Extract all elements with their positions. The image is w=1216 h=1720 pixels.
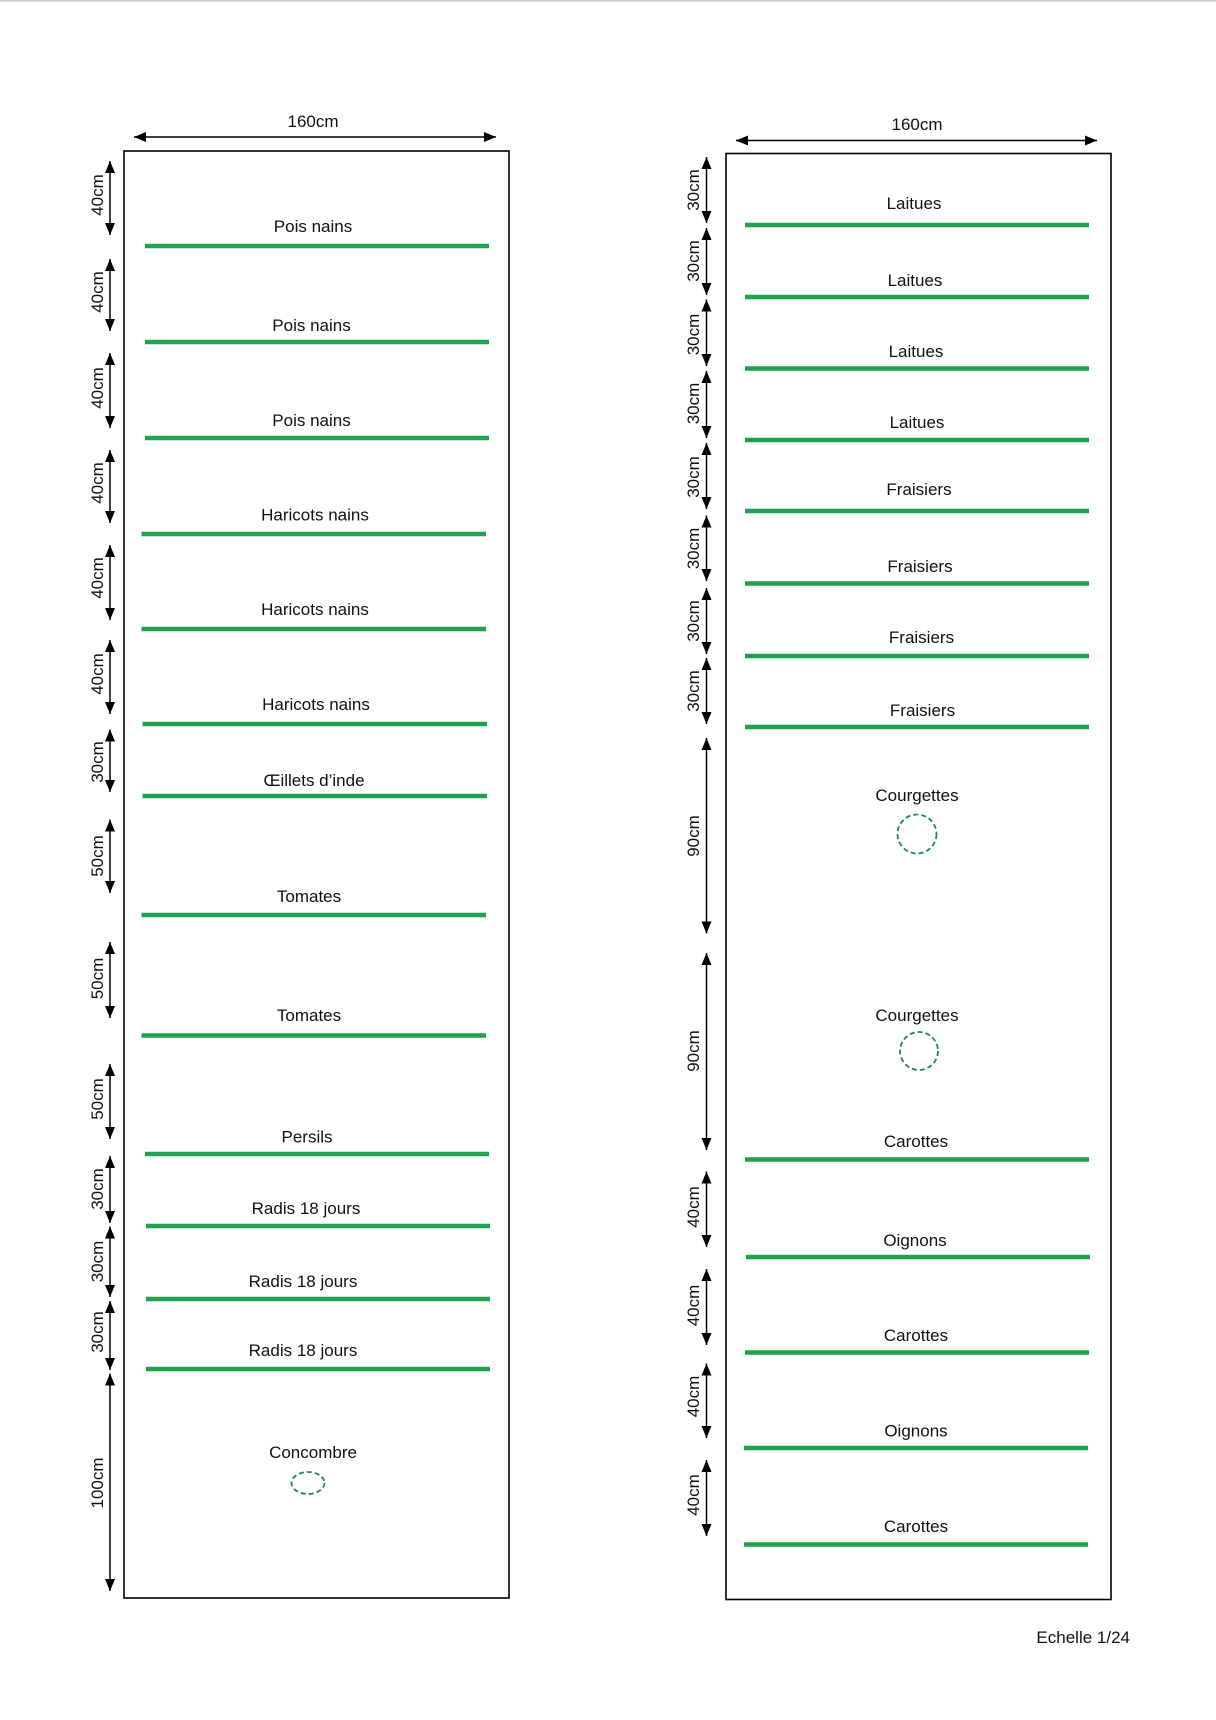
right-width-label: 160cm — [891, 115, 943, 134]
left-row — [145, 411, 489, 438]
left-bed-border — [124, 151, 509, 1598]
row-label: Radis 18 jours — [251, 1199, 361, 1218]
row-label: Pois nains — [273, 217, 353, 236]
left-row — [146, 1341, 490, 1369]
row-label: Pois nains — [272, 316, 351, 335]
spacing-label: 40cm — [684, 1186, 703, 1228]
right-row — [744, 1517, 1088, 1545]
spacing-label: 90cm — [684, 1030, 703, 1072]
spacing-label: 40cm — [88, 557, 107, 599]
spacing-label: 30cm — [684, 382, 703, 425]
row-label: Oignons — [883, 1231, 947, 1250]
right-row — [745, 557, 1089, 584]
left-width-label: 160cm — [287, 112, 339, 131]
row-label: Carottes — [883, 1326, 949, 1345]
row-label: Laitues — [887, 271, 943, 290]
left-row — [145, 217, 489, 246]
right-row — [745, 271, 1089, 297]
spacing-label: 30cm — [684, 169, 703, 211]
row-label: Carottes — [883, 1517, 949, 1536]
spacing-label: 30cm — [684, 456, 703, 498]
row-label: Fraisiers — [886, 480, 952, 499]
row-label: Laitues — [886, 194, 942, 213]
row-label: Fraisiers — [889, 701, 956, 720]
row-label: Pois nains — [272, 411, 351, 430]
spacing-label: 40cm — [88, 367, 107, 409]
spacing-label: 40cm — [684, 1284, 703, 1327]
spacing-label: 30cm — [88, 1168, 107, 1210]
right-row — [745, 628, 1089, 656]
right-spacing-dimensions — [684, 157, 707, 1536]
spacing-label: 40cm — [684, 1474, 703, 1516]
spacing-label: 40cm — [88, 174, 107, 216]
row-label: Œillets d’inde — [263, 771, 365, 790]
spacing-label: 30cm — [684, 670, 703, 712]
row-label: Concombre — [269, 1443, 357, 1462]
row-label: Courgettes — [875, 786, 959, 805]
spacing-label: 30cm — [684, 313, 703, 356]
spacing-label: 50cm — [88, 957, 107, 1000]
left-row-concombre — [269, 1443, 357, 1494]
right-row — [745, 701, 1089, 727]
right-row — [745, 1326, 1089, 1353]
row-label: Tomates — [276, 887, 342, 906]
right-row — [745, 480, 1089, 511]
spacing-label: 30cm — [684, 240, 703, 282]
left-row — [142, 506, 487, 535]
left-spacing-dimensions — [88, 161, 110, 1591]
left-row — [145, 1128, 489, 1155]
row-label: Persils — [281, 1127, 333, 1147]
spacing-label: 30cm — [684, 527, 703, 570]
spacing-label: 100cm — [88, 1457, 107, 1509]
row-label: Haricots nains — [262, 695, 370, 714]
plant-spot-icon — [900, 1032, 938, 1070]
row-label: Tomates — [276, 1006, 342, 1025]
row-label: Courgettes — [875, 1006, 959, 1025]
left-row — [146, 1272, 490, 1299]
row-label: Fraisiers — [887, 557, 953, 576]
right-row — [745, 413, 1089, 440]
row-label: Haricots nains — [261, 600, 369, 619]
spacing-label: 30cm — [88, 1240, 107, 1283]
row-label: Radis 18 jours — [248, 1341, 358, 1360]
plant-spot-icon — [898, 815, 937, 854]
right-row — [745, 1132, 1089, 1160]
right-row-courgettes — [875, 1006, 958, 1070]
left-row — [143, 695, 488, 724]
spacing-label: 30cm — [88, 741, 107, 783]
right-row-courgettes — [875, 786, 958, 854]
left-row — [142, 600, 487, 629]
spacing-label: 40cm — [88, 271, 107, 313]
row-label: Carottes — [883, 1132, 949, 1151]
spacing-label: 50cm — [88, 835, 107, 877]
spacing-label: 40cm — [684, 1375, 703, 1418]
spacing-label: 40cm — [88, 653, 107, 695]
spacing-label: 90cm — [684, 815, 703, 857]
left-row — [142, 1006, 487, 1036]
scale-label: Echelle 1/24 — [1036, 1628, 1130, 1647]
right-row — [744, 1422, 1088, 1449]
row-label: Radis 18 jours — [248, 1272, 358, 1291]
row-label: Oignons — [884, 1421, 948, 1441]
spacing-label: 50cm — [88, 1078, 107, 1120]
row-label: Fraisiers — [888, 628, 955, 647]
row-label: Haricots nains — [261, 505, 369, 525]
row-label: Laitues — [888, 342, 944, 361]
spacing-label: 40cm — [88, 462, 107, 504]
spacing-label: 30cm — [88, 1311, 107, 1353]
right-row — [745, 194, 1089, 225]
row-label: Laitues — [889, 413, 945, 432]
plant-spot-icon — [292, 1472, 325, 1494]
left-bed — [88, 112, 509, 1598]
right-row — [745, 342, 1089, 369]
right-bed — [684, 115, 1111, 1600]
left-row — [145, 316, 489, 342]
left-row — [142, 887, 487, 915]
left-row — [146, 1199, 490, 1226]
left-row — [143, 771, 488, 796]
right-row — [746, 1231, 1090, 1257]
spacing-label: 30cm — [684, 600, 703, 642]
